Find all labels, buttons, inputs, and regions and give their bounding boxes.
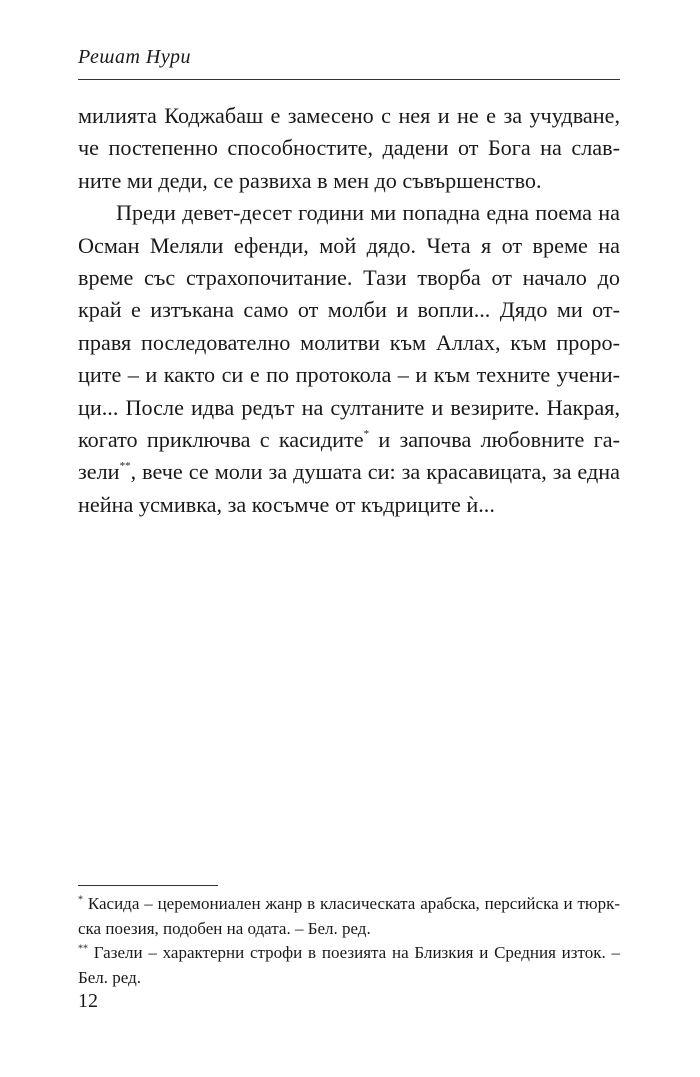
text-line: милията Коджабаш е замесено с нея и не е за учудване, <box>78 103 620 128</box>
footnote-marker: * <box>78 894 83 906</box>
footnote-text: Касида – церемониален жанр в класическата арабска, персийска и тюрк- <box>83 894 620 913</box>
footnote-marker: ** <box>78 943 88 955</box>
page-number: 12 <box>78 990 98 1012</box>
footnote-reference[interactable]: * <box>363 427 370 440</box>
footnote-line: ска поезия, подобен на одата. – Бел. ред. <box>78 918 371 938</box>
text-line: Преди девет-десет години ми попадна една поема на <box>116 200 620 226</box>
text-line: време със страхопочитание. Тази творба от начало до <box>78 265 620 291</box>
text-line <box>78 424 620 456</box>
body-text <box>78 100 620 521</box>
text-line: правя последователно молитви към Аллах, към проро- <box>78 329 620 355</box>
footnote-reference[interactable]: ** <box>119 460 131 473</box>
text-line: нейна усмивка, за косъмче от къдриците ѝ... <box>78 491 495 517</box>
text-line: Осман Меляли ефенди, мой дядо. Чета я от време на <box>78 232 620 258</box>
footnote-rule <box>78 885 218 886</box>
text-segment: и започва любовните га- <box>369 427 620 453</box>
footnote-line <box>78 892 620 917</box>
running-head: Решат Нури <box>78 46 191 68</box>
footnotes <box>78 892 620 990</box>
header-rule <box>78 79 620 80</box>
footnote-line <box>78 941 620 966</box>
text-line <box>78 456 620 488</box>
text-segment: зели <box>78 459 120 485</box>
footnote-line: Бел. ред. <box>78 967 142 987</box>
text-line: че постепенно способностите, дадени от Бога на слав- <box>78 135 620 161</box>
text-line: край е изтъкана само от молби и вопли... Дядо ми от- <box>78 297 620 323</box>
text-segment: , вече се моли за душата си: за красавицата, за една <box>130 459 620 485</box>
footnote-text: Газели – характерни строфи в поезията на Близкия и Средния изток. – <box>88 943 620 962</box>
text-line: ните ми деди, се развиха в мен до съвършенство. <box>78 167 542 193</box>
text-segment: когато приключва с касидите <box>78 427 364 453</box>
text-line: ци... После идва редът на султаните и везирите. Накрая, <box>78 394 620 420</box>
text-line: ците – и както си е по протокола – и към техните учени- <box>78 362 620 388</box>
